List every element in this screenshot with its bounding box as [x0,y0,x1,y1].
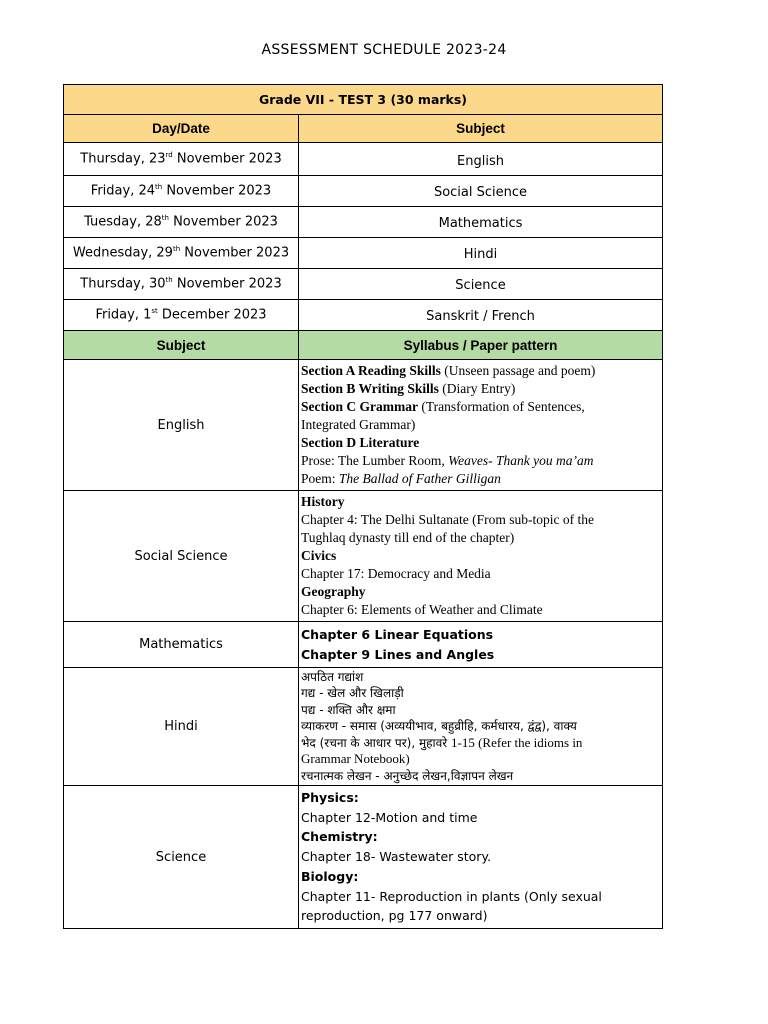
schedule-header-row [64,115,663,143]
schedule-row [64,176,663,207]
syllabus-line [301,452,660,470]
section-heading: Biology: [301,868,359,884]
subject-name: Social Science [64,491,299,622]
syllabus-line: Tughlaq dynasty till end of the chapter) [301,530,515,545]
day-date-header: Day/Date [64,115,299,143]
syllabus-subject-header: Subject [64,331,299,360]
date-day: Tuesday, 28 [84,214,162,230]
date-cell [64,300,299,331]
syllabus-cell [299,668,663,786]
subject-cell: Hindi [299,238,663,269]
syllabus-line: Chapter 18- Wastewater story. [301,849,492,865]
date-suffix: th [155,183,163,192]
syllabus-line: Chapter 6 Linear Equations [301,626,494,642]
date-day: Friday, 1 [95,307,152,323]
subject-name: Science [64,786,299,929]
date-day: Thursday, 23 [80,151,166,167]
subject-cell: Science [299,269,663,300]
subject-header: Subject [299,115,663,143]
syllabus-line: अपठित गद्यांश [301,669,364,684]
section-heading: Section C Grammar [301,399,418,414]
date-month: November 2023 [172,276,282,292]
section-detail: (Unseen passage and poem) [440,363,596,378]
date-day: Thursday, 30 [80,276,166,292]
date-cell [64,176,299,207]
section-heading: Section B Writing Skills [301,381,439,396]
syllabus-line: Chapter 4: The Delhi Sultanate (From sub-topic of the [301,512,594,527]
subject-cell: English [299,143,663,176]
syllabus-line: व्याकरण - समास (अव्ययीभाव, बहुव्रीहि, कर्मधारय, द्वंद्व), वाक्य [301,719,577,734]
syllabus-line: पद्य - शक्ति और क्षमा [301,702,396,717]
syllabus-line [301,434,660,452]
subject-name: Mathematics [64,622,299,668]
syllabus-cell [299,360,663,491]
subject-cell: Social Science [299,176,663,207]
poem-title: The Ballad of Father Gilligan [338,471,501,486]
syllabus-line [301,362,660,380]
schedule-row [64,207,663,238]
grade-banner-row [64,85,663,115]
syllabus-line: Chapter 17: Democracy and Media [301,566,491,581]
assessment-table [63,84,663,929]
syllabus-row-science [64,786,663,929]
syllabus-cell [299,786,663,929]
date-cell [64,269,299,300]
syllabus-line: reproduction, pg 177 onward) [301,908,488,924]
date-suffix: th [165,276,173,285]
date-suffix: st [151,307,158,316]
section-heading: Chemistry: [301,829,378,845]
section-heading: Geography [301,584,366,599]
section-detail: (Transformation of Sentences, [417,399,585,414]
date-cell [64,207,299,238]
date-cell [64,238,299,269]
date-month: November 2023 [162,183,272,199]
document-title: ASSESSMENT SCHEDULE 2023-24 [261,42,507,58]
section-heading: Section D Literature [301,435,420,450]
syllabus-line [301,380,660,398]
prose-title: Weaves- Thank you ma’am [448,453,594,468]
subject-cell: Sanskrit / French [299,300,663,331]
syllabus-cell [299,622,663,668]
schedule-row [64,143,663,176]
subject-name: Hindi [64,668,299,786]
syllabus-row-mathematics [64,622,663,668]
syllabus-row-hindi [64,668,663,786]
section-detail: (Diary Entry) [438,381,516,396]
date-suffix: th [161,214,169,223]
syllabus-line: Chapter 11- Reproduction in plants (Only sexual [301,888,602,904]
date-month: November 2023 [168,214,278,230]
poem-label: Poem: [301,471,339,486]
schedule-row [64,300,663,331]
date-month: December 2023 [157,307,267,323]
syllabus-line [301,735,660,752]
subject-name: English [64,360,299,491]
syllabus-row-social-science [64,491,663,622]
section-heading: History [301,494,345,509]
syllabus-line: Chapter 9 Lines and Angles [301,646,495,662]
date-cell [64,143,299,176]
syllabus-line: रचनात्मक लेखन - अनुच्छेद लेखन,विज्ञापन लेखन [301,768,514,783]
syllabus-row-english [64,360,663,491]
section-heading: Section A Reading Skills [301,363,441,378]
syllabus-line: गद्य - खेल और खिलाड़ी [301,686,404,701]
syllabus-cell [299,491,663,622]
date-day: Friday, 24 [90,183,156,199]
prose-label: Prose: The Lumber Room, [301,453,449,468]
schedule-row [64,269,663,300]
syllabus-pattern-header: Syllabus / Paper pattern [299,331,663,360]
date-month: November 2023 [172,151,282,167]
syllabus-line [301,398,660,416]
syllabus-line [301,470,660,488]
english-text: 1-15 (Refer the idioms in [451,734,583,750]
section-heading: Physics: [301,790,359,806]
date-suffix: rd [165,151,173,160]
syllabus-line: Chapter 12-Motion and time [301,809,478,825]
syllabus-line: Chapter 6: Elements of Weather and Climate [301,602,543,617]
date-day: Wednesday, 29 [72,245,173,261]
section-heading: Civics [301,548,337,563]
grade-banner: Grade VII - TEST 3 (30 marks) [64,85,663,115]
hindi-text: भेद (रचना के आधार पर), मुहावरे [301,735,452,750]
schedule-row [64,238,663,269]
syllabus-line: Grammar Notebook) [301,751,410,767]
date-suffix: th [172,245,181,254]
subject-cell: Mathematics [299,207,663,238]
date-month: November 2023 [180,245,290,261]
syllabus-header-row [64,331,663,360]
syllabus-line: Integrated Grammar) [301,417,416,432]
